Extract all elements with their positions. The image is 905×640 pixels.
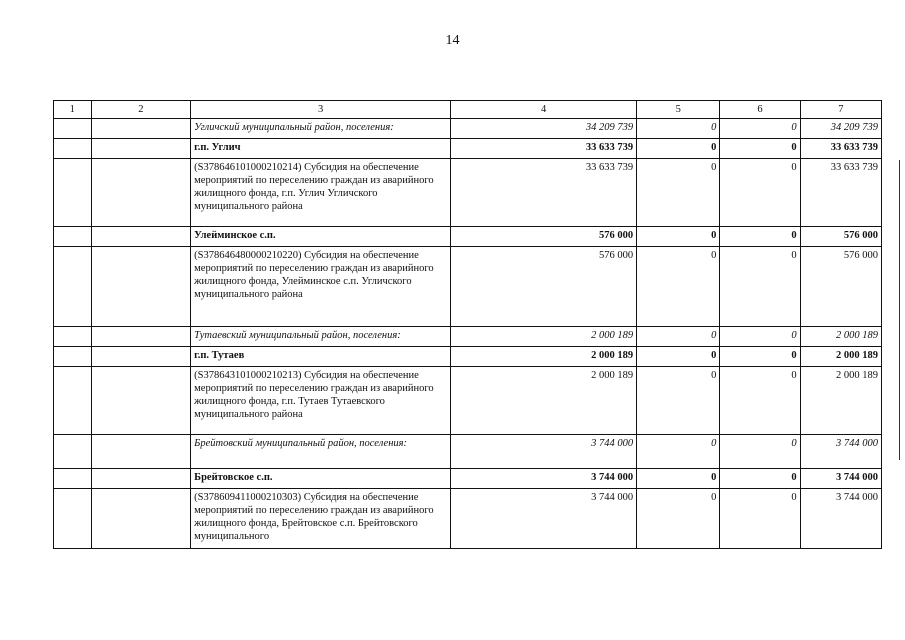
header-col-4: 4 [451,101,637,119]
cell-col-1 [54,227,92,247]
cell-amount-7: 33 633 739 [800,139,881,159]
cell-amount-7: 3 744 000 [800,435,881,469]
cell-name: Брейтовский муниципальный район, поселения: [191,435,451,469]
cell-col-2 [91,227,191,247]
cell-col-1 [54,119,92,139]
cell-amount-7: 3 744 000 [800,469,881,489]
cell-amount-6: 0 [720,247,800,327]
cell-col-2 [91,347,191,367]
cell-name: г.п. Углич [191,139,451,159]
cell-amount-6: 0 [720,327,800,347]
cell-amount-6: 0 [720,139,800,159]
page-number: 14 [445,33,460,48]
cell-name: (S378643101000210213) Субсидия на обеспечение мероприятий по переселению граждан из аварийного жилищного фонда, г.п. Тутаев Тутаевского муниципального района [191,367,451,435]
cell-amount-4: 2 000 189 [451,367,637,435]
cell-name: (S378646101000210214) Субсидия на обеспечение мероприятий по переселению граждан из аварийного жилищного фонда, г.п. Углич Угличского муниципального района [191,159,451,227]
table-row [54,159,882,227]
table-row [54,327,882,347]
cell-amount-5: 0 [637,119,720,139]
table-row [54,469,882,489]
cell-col-2 [91,489,191,549]
cell-col-1 [54,469,92,489]
cell-amount-7: 2 000 189 [800,367,881,435]
cell-amount-6: 0 [720,435,800,469]
cell-name: г.п. Тутаев [191,347,451,367]
cell-name: (S378646480000210220) Субсидия на обеспечение мероприятий по переселению граждан из аварийного жилищного фонда, Улейминское с.п. Угличского муниципального района [191,247,451,327]
table-row [54,347,882,367]
cell-col-2 [91,159,191,227]
cell-amount-6: 0 [720,159,800,227]
cell-name: Угличский муниципальный район, поселения: [191,119,451,139]
cell-col-2 [91,119,191,139]
cell-amount-5: 0 [637,347,720,367]
header-col-6: 6 [720,101,800,119]
header-col-3: 3 [191,101,451,119]
cell-col-1 [54,247,92,327]
cell-name: (S378609411000210303) Субсидия на обеспечение мероприятий по переселению граждан из аварийного жилищного фонда, Брейтовское с.п. Брейтовского муниципального [191,489,451,549]
cell-col-1 [54,435,92,469]
cell-amount-5: 0 [637,159,720,227]
cell-amount-4: 34 209 739 [451,119,637,139]
table-row [54,435,882,469]
table-row [54,247,882,327]
cell-amount-5: 0 [637,227,720,247]
cell-col-1 [54,159,92,227]
cell-amount-7: 34 209 739 [800,119,881,139]
cell-amount-6: 0 [720,469,800,489]
cell-amount-5: 0 [637,139,720,159]
header-col-1: 1 [54,101,92,119]
cell-amount-7: 3 744 000 [800,489,881,549]
cell-amount-5: 0 [637,327,720,347]
cell-amount-4: 2 000 189 [451,327,637,347]
cell-col-1 [54,347,92,367]
cell-amount-6: 0 [720,347,800,367]
cell-amount-7: 33 633 739 [800,159,881,227]
header-col-5: 5 [637,101,720,119]
header-row [54,101,882,119]
cell-amount-5: 0 [637,367,720,435]
cell-amount-4: 2 000 189 [451,347,637,367]
cell-amount-4: 3 744 000 [451,469,637,489]
cell-amount-4: 576 000 [451,227,637,247]
cell-amount-6: 0 [720,227,800,247]
cell-col-2 [91,469,191,489]
cell-amount-7: 2 000 189 [800,327,881,347]
table-row [54,367,882,435]
table-body [54,119,882,549]
cell-col-2 [91,327,191,347]
header-col-7: 7 [800,101,881,119]
cell-amount-4: 3 744 000 [451,489,637,549]
cell-amount-5: 0 [637,435,720,469]
cell-col-1 [54,489,92,549]
budget-table [53,100,882,549]
cell-amount-6: 0 [720,119,800,139]
cell-amount-4: 3 744 000 [451,435,637,469]
cell-name: Тутаевский муниципальный район, поселения: [191,327,451,347]
header-col-2: 2 [91,101,191,119]
cell-name: Улейминское с.п. [191,227,451,247]
table-row [54,139,882,159]
table-row [54,119,882,139]
cell-col-1 [54,327,92,347]
cell-col-1 [54,139,92,159]
cell-name: Брейтовское с.п. [191,469,451,489]
cell-col-1 [54,367,92,435]
cell-amount-4: 576 000 [451,247,637,327]
cell-col-2 [91,247,191,327]
cell-amount-4: 33 633 739 [451,159,637,227]
cell-amount-4: 33 633 739 [451,139,637,159]
cell-amount-6: 0 [720,367,800,435]
cell-col-2 [91,435,191,469]
table-row [54,227,882,247]
page-edge-mark [899,160,900,460]
cell-amount-7: 576 000 [800,247,881,327]
cell-amount-5: 0 [637,469,720,489]
cell-amount-7: 2 000 189 [800,347,881,367]
table-row [54,489,882,549]
cell-amount-5: 0 [637,489,720,549]
cell-amount-7: 576 000 [800,227,881,247]
cell-amount-6: 0 [720,489,800,549]
cell-col-2 [91,367,191,435]
cell-amount-5: 0 [637,247,720,327]
cell-col-2 [91,139,191,159]
